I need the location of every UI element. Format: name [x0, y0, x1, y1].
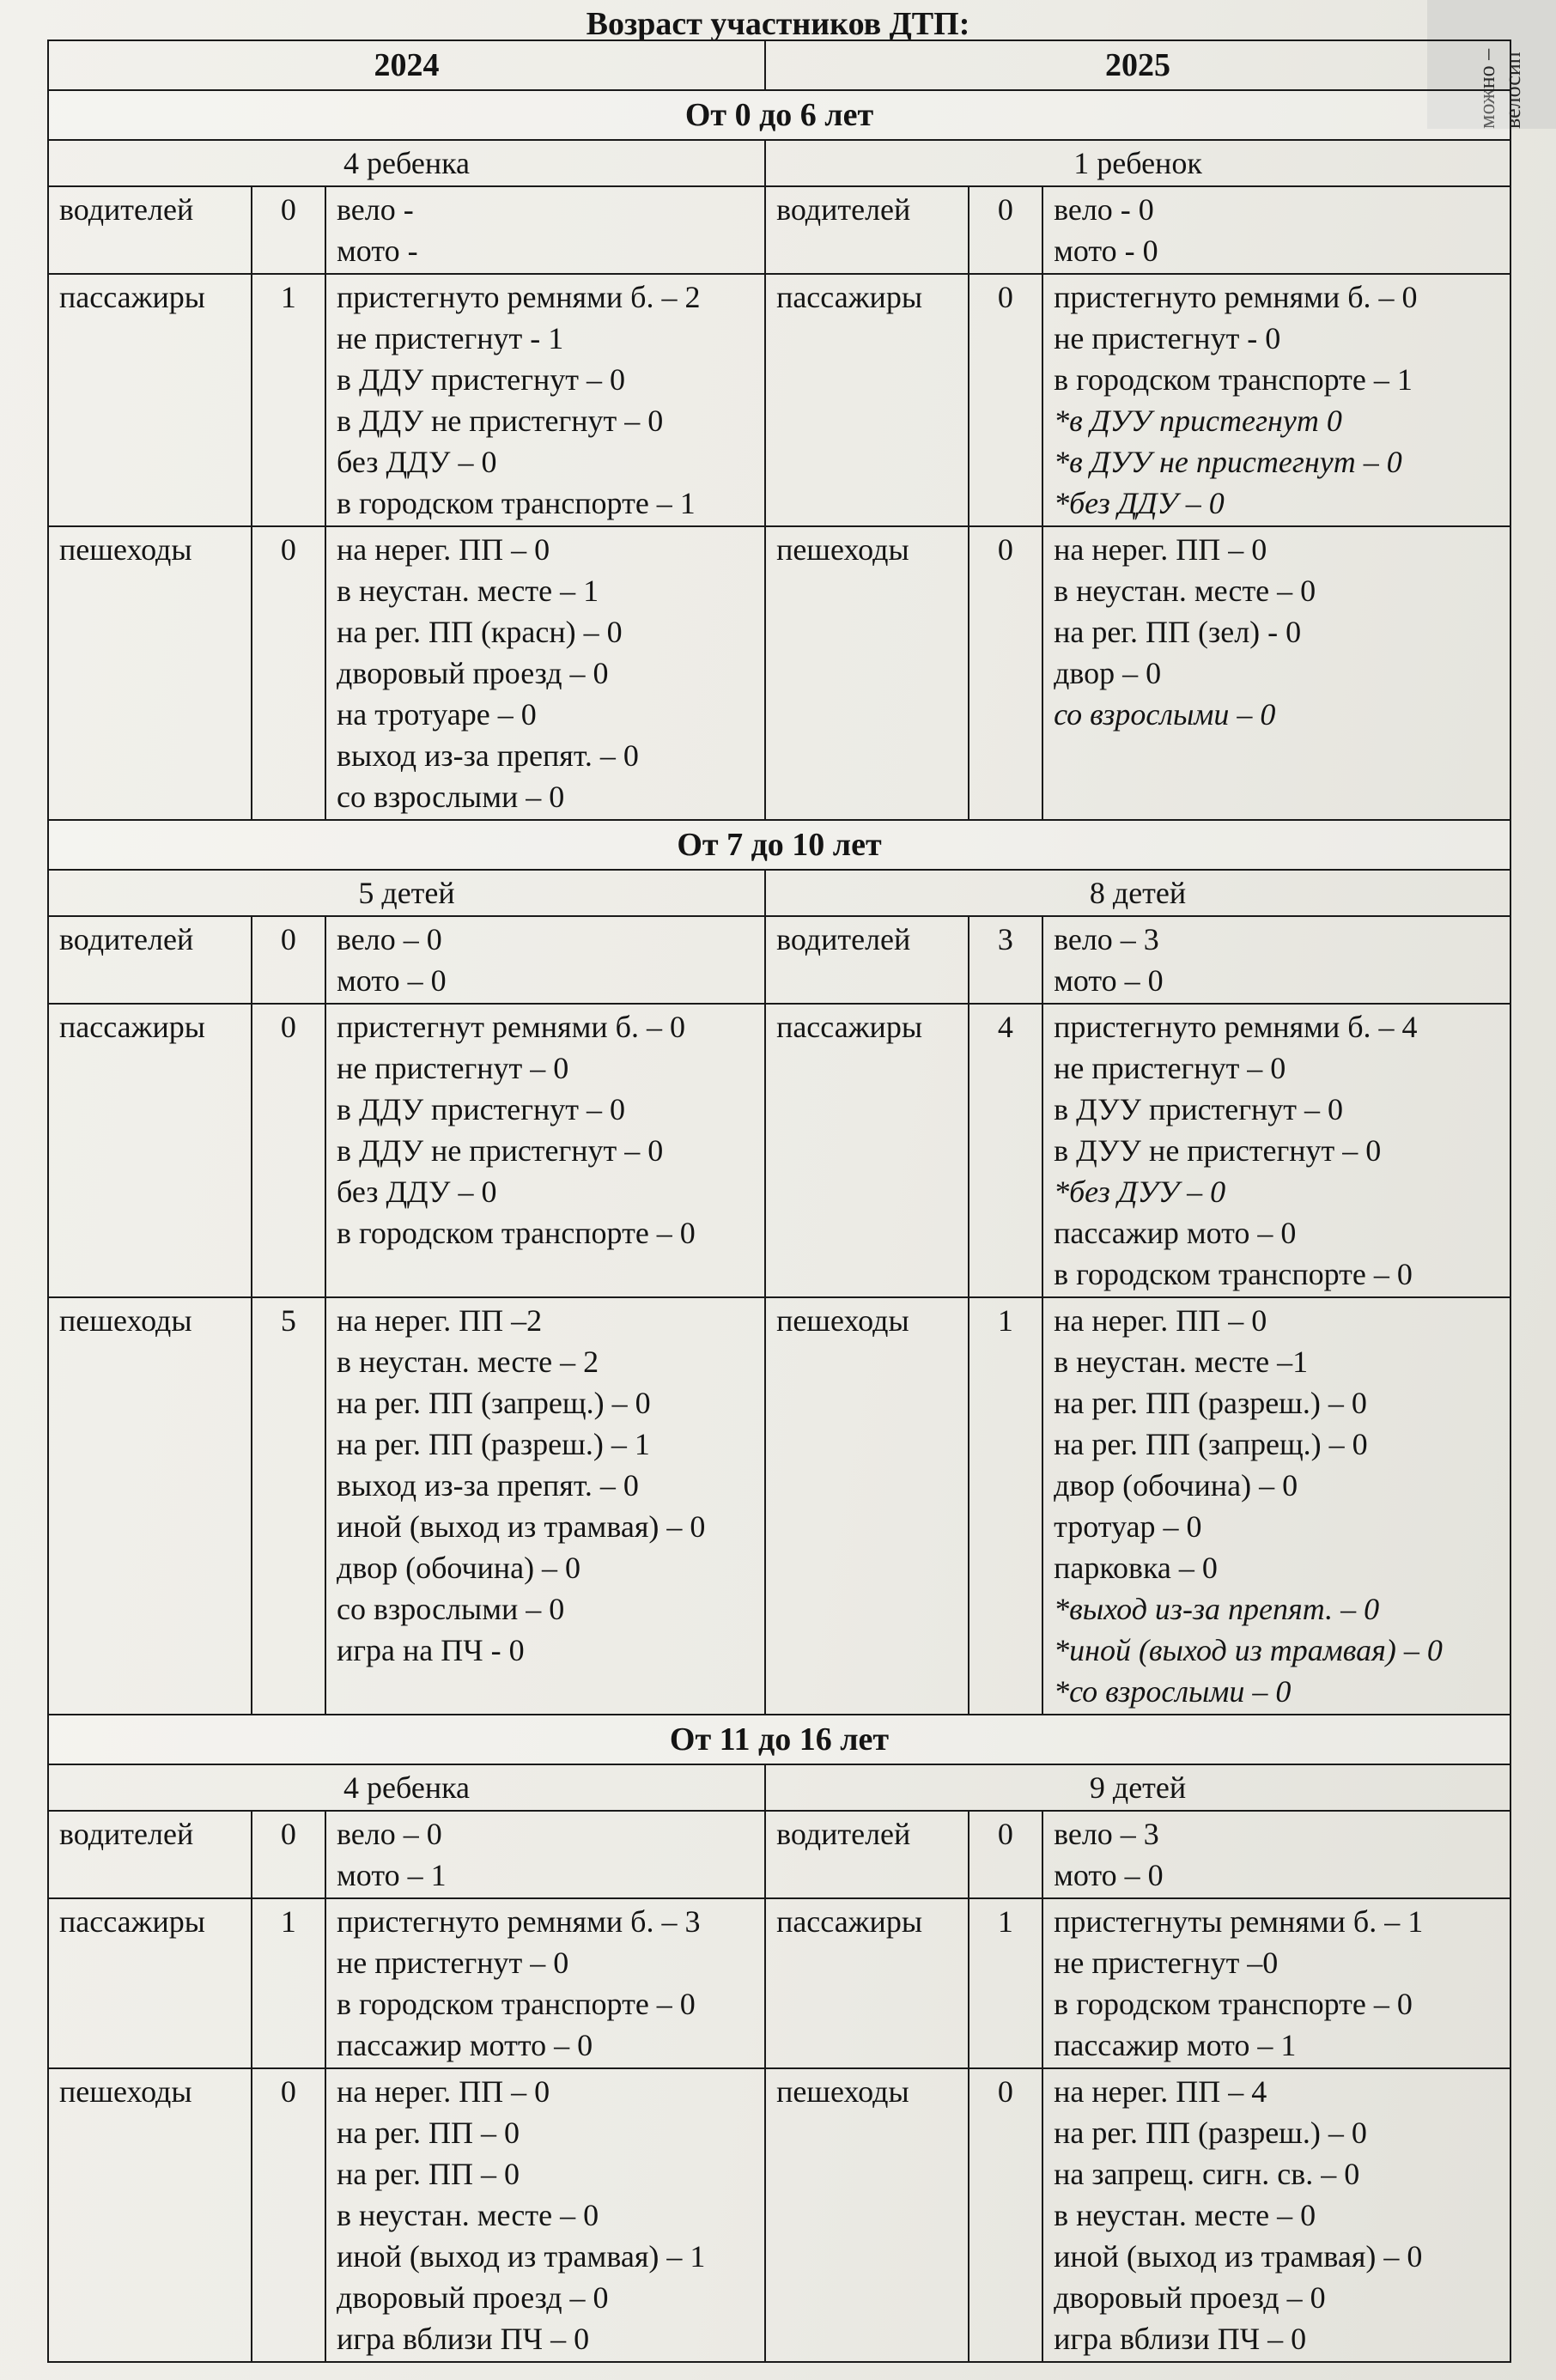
- detail-line: на рег. ПП – 0: [337, 2157, 520, 2191]
- category-details: [1042, 1004, 1510, 1297]
- detail-line: *в ДУУ не пристегнут – 0: [1054, 445, 1402, 479]
- detail-line: *в ДУУ пристегнут 0: [1054, 404, 1342, 438]
- detail-line: дворовый проезд – 0: [1054, 2280, 1326, 2315]
- detail-line: *выход из-за препят. – 0: [1054, 1592, 1380, 1626]
- category-label: водителей: [765, 1811, 969, 1898]
- age-group-label: От 0 до 6 лет: [48, 90, 1510, 140]
- category-count: 1: [969, 1898, 1042, 2068]
- category-details: [325, 526, 765, 820]
- detail-line: не пристегнут – 0: [337, 1051, 569, 1085]
- detail-line: игра вблизи ПЧ – 0: [1054, 2322, 1307, 2356]
- detail-line: в неустан. месте –1: [1054, 1345, 1309, 1379]
- category-count: 0: [969, 274, 1042, 526]
- accident-participants-table: [47, 39, 1511, 2363]
- category-details: [325, 1811, 765, 1898]
- detail-line: в ДДУ не пристегнут – 0: [337, 1133, 664, 1168]
- detail-line: в городском транспорте – 0: [337, 1987, 696, 2021]
- child-count-row: [48, 870, 1510, 916]
- category-label: пассажиры: [765, 274, 969, 526]
- detail-line: мото – 0: [337, 963, 447, 998]
- category-label: пассажиры: [48, 1898, 252, 2068]
- child-count-y2025: 8 детей: [765, 870, 1510, 916]
- detail-line: выход из-за препят. – 0: [337, 738, 639, 773]
- detail-line: не пристегнут - 1: [337, 321, 564, 355]
- category-count: 3: [969, 916, 1042, 1004]
- detail-line: пристегнуто ремнями б. – 2: [337, 280, 701, 314]
- category-count: 0: [252, 186, 325, 274]
- category-details: [325, 1898, 765, 2068]
- detail-line: мото - 0: [1054, 234, 1158, 268]
- detail-line: *со взрослыми – 0: [1054, 1674, 1292, 1709]
- detail-line: не пристегнут – 0: [337, 1946, 569, 1980]
- detail-line: вело – 0: [337, 1817, 442, 1851]
- detail-line: со взрослыми – 0: [337, 1592, 565, 1626]
- detail-line: игра на ПЧ - 0: [337, 1633, 525, 1667]
- category-label: пассажиры: [48, 274, 252, 526]
- child-count-y2024: 5 детей: [48, 870, 765, 916]
- detail-line: на нерег. ПП – 4: [1054, 2074, 1267, 2109]
- detail-line: на нерег. ПП – 0: [337, 532, 550, 567]
- detail-line: не пристегнут –0: [1054, 1946, 1279, 1980]
- category-label: пешеходы: [765, 1297, 969, 1715]
- category-count: 4: [969, 1004, 1042, 1297]
- age-group-header-row: [48, 1715, 1510, 1764]
- child-count-y2025: 1 ребенок: [765, 140, 1510, 186]
- detail-line: вело – 0: [337, 922, 442, 956]
- detail-line: в городском транспорте – 0: [337, 1216, 696, 1250]
- category-label: пешеходы: [48, 2068, 252, 2362]
- child-count-y2025: 9 детей: [765, 1764, 1510, 1811]
- category-count: 1: [969, 1297, 1042, 1715]
- category-count: 5: [252, 1297, 325, 1715]
- category-details: [325, 2068, 765, 2362]
- detail-line: на рег. ПП (запрещ.) – 0: [1054, 1427, 1368, 1461]
- detail-line: со взрослыми – 0: [337, 780, 565, 814]
- detail-line: мото – 0: [1054, 963, 1164, 998]
- category-details: [1042, 1898, 1510, 2068]
- detail-line: пристегнуто ремнями б. – 4: [1054, 1010, 1418, 1044]
- detail-line: на тротуаре – 0: [337, 697, 537, 732]
- detail-line: без ДДУ – 0: [337, 445, 497, 479]
- category-label: пешеходы: [48, 526, 252, 820]
- category-row: [48, 2068, 1510, 2362]
- category-count: 0: [969, 2068, 1042, 2362]
- category-details: [325, 186, 765, 274]
- detail-line: пассажир мото – 1: [1054, 2028, 1297, 2062]
- category-label: пешеходы: [48, 1297, 252, 1715]
- year-header-2024: 2024: [48, 40, 765, 90]
- category-details: [1042, 2068, 1510, 2362]
- category-count: 0: [252, 2068, 325, 2362]
- detail-line: парковка – 0: [1054, 1551, 1218, 1585]
- detail-line: игра вблизи ПЧ – 0: [337, 2322, 590, 2356]
- detail-line: иной (выход из трамвая) – 1: [337, 2239, 706, 2274]
- category-details: [325, 274, 765, 526]
- category-label: пассажиры: [48, 1004, 252, 1297]
- detail-line: вело – 3: [1054, 1817, 1159, 1851]
- detail-line: вело – 3: [1054, 922, 1159, 956]
- age-group-label: От 11 до 16 лет: [48, 1715, 1510, 1764]
- detail-line: без ДДУ – 0: [337, 1175, 497, 1209]
- detail-line: на нерег. ПП – 0: [1054, 532, 1267, 567]
- detail-line: в неустан. месте – 2: [337, 1345, 599, 1379]
- detail-line: выход из-за препят. – 0: [337, 1468, 639, 1503]
- child-count-row: [48, 1764, 1510, 1811]
- detail-line: на нерег. ПП –2: [337, 1303, 543, 1338]
- category-count: 1: [252, 274, 325, 526]
- category-count: 0: [969, 186, 1042, 274]
- detail-line: пассажир мото – 0: [1054, 1216, 1297, 1250]
- category-details: [325, 916, 765, 1004]
- detail-line: в городском транспорте – 1: [1054, 362, 1413, 397]
- category-label: пассажиры: [765, 1898, 969, 2068]
- child-count-y2024: 4 ребенка: [48, 140, 765, 186]
- detail-line: на рег. ПП (разреш.) – 0: [1054, 2116, 1367, 2150]
- detail-line: *без ДУУ – 0: [1054, 1175, 1226, 1209]
- year-header-2025: 2025: [765, 40, 1510, 90]
- category-label: водителей: [765, 186, 969, 274]
- category-count: 0: [252, 526, 325, 820]
- category-row: [48, 1811, 1510, 1898]
- detail-line: в ДДУ не пристегнут – 0: [337, 404, 664, 438]
- category-row: [48, 916, 1510, 1004]
- detail-line: на нерег. ПП – 0: [1054, 1303, 1267, 1338]
- detail-line: на рег. ПП (красн) – 0: [337, 615, 623, 649]
- age-group-header-row: [48, 820, 1510, 870]
- detail-line: пристегнуто ремнями б. – 0: [1054, 280, 1418, 314]
- detail-line: тротуар – 0: [1054, 1509, 1202, 1544]
- category-row: [48, 1004, 1510, 1297]
- detail-line: в неустан. месте – 0: [1054, 574, 1316, 608]
- child-count-y2024: 4 ребенка: [48, 1764, 765, 1811]
- detail-line: иной (выход из трамвая) – 0: [337, 1509, 706, 1544]
- detail-line: в ДУУ не пристегнут – 0: [1054, 1133, 1382, 1168]
- category-row: [48, 1297, 1510, 1715]
- detail-line: дворовый проезд – 0: [337, 656, 609, 690]
- detail-line: *без ДДУ – 0: [1054, 486, 1225, 520]
- category-label: пешеходы: [765, 526, 969, 820]
- category-details: [325, 1004, 765, 1297]
- category-label: пешеходы: [765, 2068, 969, 2362]
- category-details: [1042, 526, 1510, 820]
- child-count-row: [48, 140, 1510, 186]
- age-group-label: От 7 до 10 лет: [48, 820, 1510, 870]
- detail-line: *иной (выход из трамвая) – 0: [1054, 1633, 1443, 1667]
- detail-line: двор – 0: [1054, 656, 1162, 690]
- detail-line: на запрещ. сигн. св. – 0: [1054, 2157, 1360, 2191]
- category-label: водителей: [48, 186, 252, 274]
- detail-line: в городском транспорте – 0: [1054, 1987, 1413, 2021]
- detail-line: на рег. ПП (разреш.) – 0: [1054, 1386, 1367, 1420]
- category-label: водителей: [48, 916, 252, 1004]
- category-details: [1042, 1811, 1510, 1898]
- document-title: Возраст участников ДТП:: [586, 6, 970, 42]
- detail-line: на рег. ПП (разреш.) – 1: [337, 1427, 650, 1461]
- category-count: 0: [252, 1811, 325, 1898]
- detail-line: иной (выход из трамвая) – 0: [1054, 2239, 1423, 2274]
- detail-line: мото – 0: [1054, 1858, 1164, 1892]
- category-count: 0: [252, 1004, 325, 1297]
- detail-line: в ДДУ пристегнут – 0: [337, 1092, 626, 1126]
- detail-line: пассажир мотто – 0: [337, 2028, 593, 2062]
- detail-line: пристегнуто ремнями б. – 3: [337, 1904, 701, 1939]
- category-row: [48, 186, 1510, 274]
- detail-line: двор (обочина) – 0: [1054, 1468, 1298, 1503]
- category-count: 0: [252, 916, 325, 1004]
- detail-line: в городском транспорте – 0: [1054, 1257, 1413, 1291]
- category-row: [48, 526, 1510, 820]
- category-row: [48, 1898, 1510, 2068]
- detail-line: в городском транспорте – 1: [337, 486, 696, 520]
- detail-line: мото -: [337, 234, 418, 268]
- category-label: водителей: [48, 1811, 252, 1898]
- category-count: 0: [969, 1811, 1042, 1898]
- detail-line: на нерег. ПП – 0: [337, 2074, 550, 2109]
- category-details: [1042, 274, 1510, 526]
- detail-line: на рег. ПП (запрещ.) – 0: [337, 1386, 651, 1420]
- category-count: 1: [252, 1898, 325, 2068]
- detail-line: вело - 0: [1054, 192, 1154, 227]
- detail-line: дворовый проезд – 0: [337, 2280, 609, 2315]
- detail-line: пристегнуты ремнями б. – 1: [1054, 1904, 1424, 1939]
- category-count: 0: [969, 526, 1042, 820]
- detail-line: не пристегнут – 0: [1054, 1051, 1286, 1085]
- detail-line: в неустан. месте – 0: [1054, 2198, 1316, 2232]
- detail-line: вело -: [337, 192, 414, 227]
- category-details: [1042, 186, 1510, 274]
- detail-line: в ДДУ пристегнут – 0: [337, 362, 626, 397]
- year-header-row: [48, 40, 1510, 90]
- detail-line: мото – 1: [337, 1858, 447, 1892]
- category-details: [1042, 1297, 1510, 1715]
- detail-line: на рег. ПП – 0: [337, 2116, 520, 2150]
- detail-line: в неустан. месте – 0: [337, 2198, 599, 2232]
- edge-fragment-text: можно – велосип: [1474, 48, 1525, 129]
- detail-line: в неустан. месте – 1: [337, 574, 599, 608]
- category-label: водителей: [765, 916, 969, 1004]
- detail-line: двор (обочина) – 0: [337, 1551, 581, 1585]
- detail-line: на рег. ПП (зел) - 0: [1054, 615, 1302, 649]
- category-label: пассажиры: [765, 1004, 969, 1297]
- category-details: [1042, 916, 1510, 1004]
- age-group-header-row: [48, 90, 1510, 140]
- detail-line: со взрослыми – 0: [1054, 697, 1276, 732]
- detail-line: пристегнут ремнями б. – 0: [337, 1010, 685, 1044]
- category-details: [325, 1297, 765, 1715]
- category-row: [48, 274, 1510, 526]
- detail-line: в ДУУ пристегнут – 0: [1054, 1092, 1344, 1126]
- detail-line: не пристегнут - 0: [1054, 321, 1281, 355]
